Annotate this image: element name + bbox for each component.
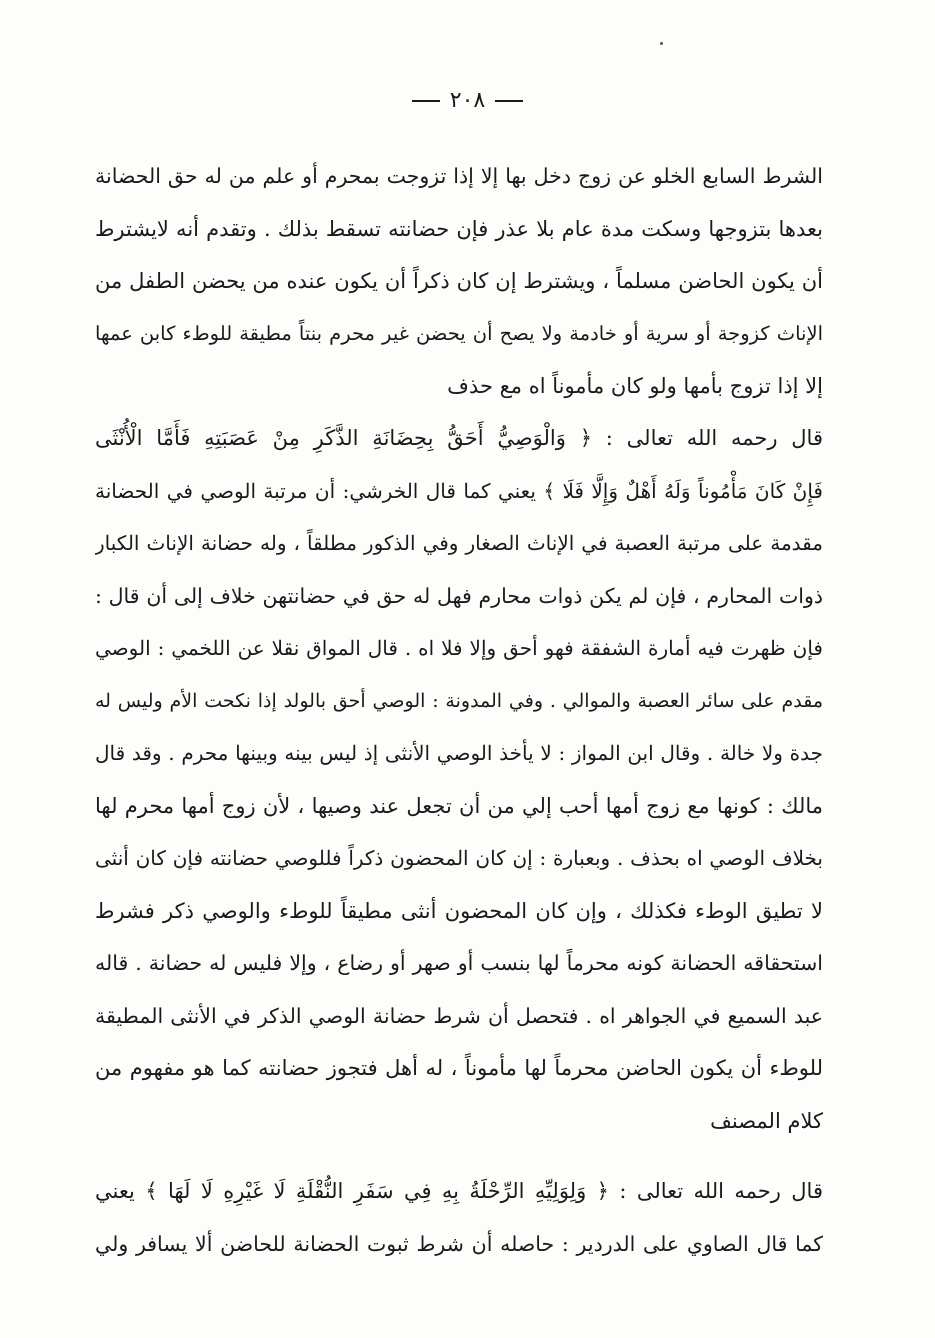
text-line: كلام المصنف — [710, 1108, 823, 1133]
text-line: الإناث كزوجة أو سرية أو خادمة ولا يصح أن يحضن غير محرم بنتاً مطيقة للوطء كابن عمها — [95, 321, 823, 345]
text-line: فإن ظهرت فيه أمارة الشفقة فهو أحق وإلا فلا اه . قال المواق نقلا عن اللخمي : الوصي — [95, 636, 823, 660]
text-line: مالك : كونها مع زوج أمها أحب إلي من أن تجعل عند وصيها ، لأن زوج أمها محرم لها — [95, 793, 823, 818]
text-line: جدة ولا خالة . وقال ابن المواز : لا يأخذ الوصي الأنثى إذ ليس بينه وبينها محرم . وقد قال — [95, 741, 823, 765]
right-dash — [495, 100, 523, 102]
text-line: لا تطيق الوطء فكذلك ، وإن كان المحضون أنثى مطيقاً للوطء والوصي ذكر فشرط — [95, 898, 823, 923]
text-line: قال رحمه الله تعالى : ﴿ وَالْوَصِيُّ أَحَقُّ بِحِضَانَةِ الذَّكَرِ مِنْ عَصَبَتِهِ فَأَمَّا الْأُنْثَى — [95, 426, 823, 450]
left-dash — [412, 100, 440, 102]
paragraph-condition-seven — [95, 150, 823, 413]
text-line: أن يكون الحاضن مسلماً ، ويشترط إن كان ذكراً أن يكون عنده من يحضن الطفل من — [95, 269, 823, 293]
paragraph-guardian-travel — [95, 1165, 823, 1270]
text-line: إلا إذا تزوج بأمها ولو كان مأموناً اه مع حذف — [447, 374, 823, 398]
page-number-header — [0, 88, 935, 113]
text-line: الشرط السابع الخلو عن زوج دخل بها إلا إذا تزوجت بمحرم أو علم من له حق الحضانة — [95, 164, 823, 188]
page-number: ٢٠٨ — [449, 88, 486, 113]
text-line: قال رحمه الله تعالى : ﴿ وَلِوَلِيِّهِ الرِّحْلَةُ بِهِ فِي سَفَرِ النُّقْلَةِ لَا غَيْرِهِ لَا لَهَا ﴾ يعني — [95, 1179, 823, 1203]
scan-speck — [660, 42, 663, 45]
text-line: بخلاف الوصي اه بحذف . وبعبارة : إن كان المحضون ذكراً فللوصي حضانته فإن كان أنثى — [95, 846, 823, 870]
paragraph-guardian-custody — [95, 412, 823, 1147]
text-line: فَإِنْ كَانَ مَأْمُوناً وَلَهُ أَهْلٌ وَإِلَّا فَلَا ﴾ يعني كما قال الخرشي: أن مرتبة الوصي في الحضانة — [95, 478, 823, 503]
text-line: مقدم على سائر العصبة والموالي . وفي المدونة : الوصي أحق بالولد إذا نكحت الأم وليس له — [95, 689, 823, 712]
text-line: عبد السميع في الجواهر اه . فتحصل أن شرط حضانة الوصي الذكر في الأنثى المطيقة — [95, 1003, 823, 1028]
text-line: مقدمة على مرتبة العصبة في الإناث الصغار وفي الذكور مطلقاً ، وله حضانة الإناث الكبار — [95, 531, 823, 555]
text-line: للوطء أن يكون الحاضن محرماً لها مأموناً ، له أهل فتجوز حضانته كما هو مفهوم من — [95, 1056, 823, 1080]
text-line: ذوات المحارم ، فإن لم يكن ذوات محارم فهل له حق في حضانتهن خلاف إلى أن قال : — [95, 583, 823, 608]
text-line: استحقاقه الحضانة كونه محرماً لها بنسب أو صهر أو رضاع ، وإلا فليس له حضانة . قاله — [95, 951, 823, 975]
text-line: بعدها بتزوجها وسكت مدة عام بلا عذر فإن حضانته تسقط بذلك . وتقدم أنه لايشترط — [95, 216, 823, 241]
text-line: كما قال الصاوي على الدردير : حاصله أن شرط ثبوت الحضانة للحاضن ألا يسافر ولي — [95, 1231, 823, 1256]
